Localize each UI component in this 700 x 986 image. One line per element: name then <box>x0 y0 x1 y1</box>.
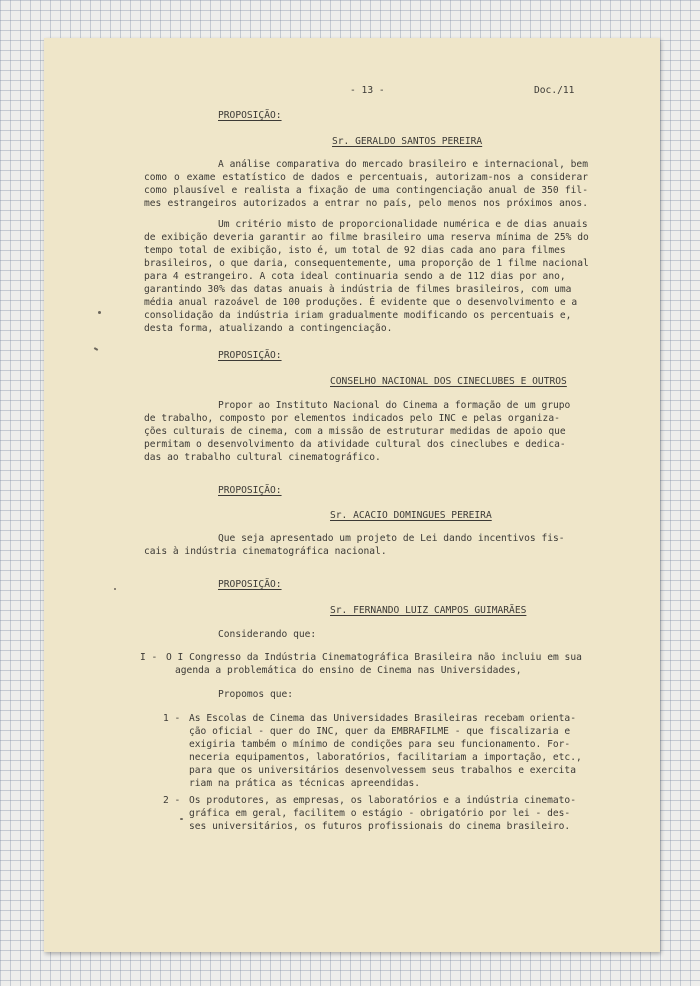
section-3-author: Sr. ACACIO DOMINGUES PEREIRA <box>330 510 492 521</box>
ink-speck <box>114 588 116 590</box>
text-line: como plausível e realista a fixação de uma contingenciação anual de 350 fil- <box>144 185 588 196</box>
text-line: para que os universitários desenvolvessem seus trabalhos e exercita <box>189 765 576 776</box>
text-line: ções culturais de cinema, com a missão de estruturar medidas de apoio que <box>144 426 566 437</box>
ink-speck <box>180 818 183 820</box>
text-line: O I Congresso da Indústria Cinematográfica Brasileira não incluiu em sua <box>166 652 582 663</box>
section-2-heading: PROPOSIÇÃO: <box>218 350 282 361</box>
section-1-author: Sr. GERALDO SANTOS PEREIRA <box>332 136 483 147</box>
text-line: brasileiros, o que daria, consequentemente, uma proporção de 1 filme nacional <box>144 258 589 269</box>
text-line: permitam o desenvolvimento da atividade cultural dos cineclubes e dedica- <box>144 439 566 450</box>
page-number: - 13 - <box>350 85 385 96</box>
text-line: garantindo 30% das datas anuais à indústria de filmes brasileiros, com uma <box>144 284 572 295</box>
text-line: consolidação da indústria iriam gradualmente modificando os percentuais e, <box>144 310 572 321</box>
section-2-author: CONSELHO NACIONAL DOS CINECLUBES E OUTROS <box>330 376 567 387</box>
text-line: tempo total de exibição, isto é, um total de 92 dias cada ano para filmes <box>144 245 566 256</box>
text-line: Um critério misto de proporcionalidade numérica e de dias anuais <box>218 219 588 230</box>
text-line: média anual razoável de 100 produções. É evidente que o desenvolvimento e a <box>144 297 578 308</box>
section-4-heading: PROPOSIÇÃO: <box>218 579 282 590</box>
ink-speck <box>98 311 101 314</box>
text-line: das ao trabalho cultural cinematográfico. <box>144 452 381 463</box>
text-line: para 4 estrangeiro. A cota ideal continuaria sendo a de 112 dias por ano, <box>144 271 566 282</box>
item-1-text <box>189 712 582 790</box>
section-4-author: Sr. FERNANDO LUIZ CAMPOS GUIMARÃES <box>330 605 527 616</box>
we-propose-label: Propomos que: <box>218 689 294 700</box>
section-3-heading: PROPOSIÇÃO: <box>218 485 282 496</box>
text-line: Propor ao Instituto Nacional do Cinema a formação de um grupo <box>218 400 571 411</box>
text-line: como o exame estatístico de dados e percentuais, autorizam-nos a considerar <box>144 172 588 183</box>
text-line: agenda a problemática do ensino de Cinema nas Universidades, <box>175 665 522 676</box>
text-line: de exibição deveria garantir ao filme brasileiro uma reserva mínima de 25% do <box>144 232 589 243</box>
section-1-paragraph-2 <box>144 218 589 335</box>
section-2-paragraph <box>144 399 570 464</box>
text-line: ção oficial - quer do INC, quer da EMBRAFILME - que fiscalizaria e <box>189 726 571 737</box>
ink-speck <box>94 347 98 351</box>
text-line: neceria equipamentos, laboratórios, facilitariam a importação, etc., <box>189 752 582 763</box>
text-line: mes estrangeiros autorizados a entrar no país, pelo menos nos próximos anos. <box>144 198 588 209</box>
item-1-marker: 1 - <box>163 713 181 724</box>
text-line: desta forma, atualizando a contingenciação. <box>144 323 393 334</box>
item-2-marker: 2 - <box>163 795 181 806</box>
section-1-heading: PROPOSIÇÃO: <box>218 110 282 121</box>
text-line: Os produtores, as empresas, os laboratórios e a indústria cinemato- <box>189 795 576 806</box>
text-line: A análise comparativa do mercado brasileiro e internacional, bem <box>218 159 588 170</box>
document-page <box>44 38 660 952</box>
section-3-paragraph <box>144 532 565 558</box>
considering-label: Considerando que: <box>218 629 317 640</box>
item-I-text <box>166 651 582 677</box>
text-line: As Escolas de Cinema das Universidades Brasileiras recebam orienta- <box>189 713 576 724</box>
text-line: cais à indústria cinematográfica nacional. <box>144 546 387 557</box>
doc-reference: Doc./11 <box>534 85 575 96</box>
text-line: exigiria também o mínimo de condições para seu funcionamento. For- <box>189 739 571 750</box>
item-2-text <box>189 794 576 833</box>
item-I-marker: I - <box>140 652 158 663</box>
section-1-paragraph-1 <box>144 158 588 210</box>
text-line: ses universitários, os futuros profissionais do cinema brasileiro. <box>189 821 571 832</box>
text-line: Que seja apresentado um projeto de Lei dando incentivos fis- <box>218 533 565 544</box>
text-line: gráfica em geral, facilitem o estágio - obrigatório por lei - des- <box>189 808 571 819</box>
text-line: riam na prática as técnicas apreendidas. <box>189 778 421 789</box>
text-line: de trabalho, composto por elementos indicados pelo INC e pelas organiza- <box>144 413 560 424</box>
